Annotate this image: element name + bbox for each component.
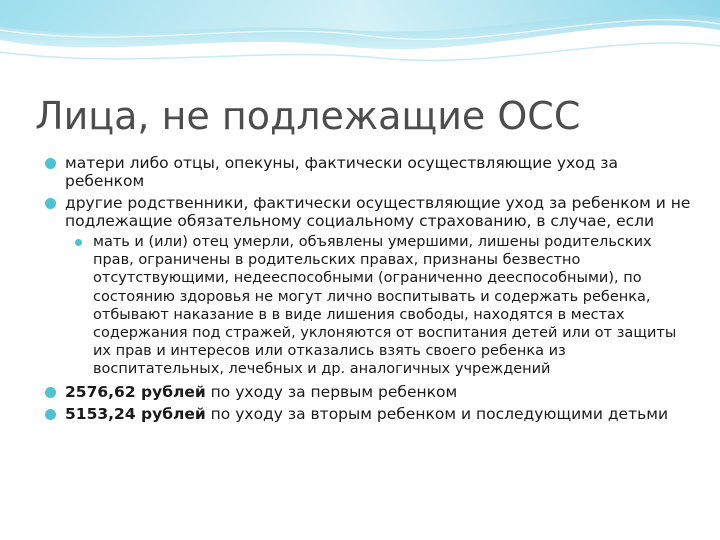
benefit-amount: 5153,24 рублей: [65, 404, 206, 423]
slide-title: Лица, не подлежащие ОСС: [35, 94, 581, 138]
bullet-icon: [45, 409, 56, 420]
header-wave-decoration: [0, 0, 720, 72]
bullet-icon: [45, 387, 56, 398]
list-item: [45, 405, 695, 423]
list-item: [45, 383, 695, 401]
sub-list-item: [65, 233, 695, 379]
bullet-icon: [45, 158, 56, 169]
list-item: [45, 154, 695, 190]
bullet-text: матери либо отцы, опекуны, фактически осуществляющие уход за ребенком: [65, 154, 619, 190]
bullet-text: по уходу за вторым ребенком и последующими детьми: [205, 404, 669, 423]
list-item: [45, 194, 695, 379]
sub-bullet-text: мать и (или) отец умерли, объявлены умершими, лишены родительских прав, ограничены в родительских правах, признаны безвестно отсутствующими, недееспособными (ограниченно дееспособными), по состоянию здоровья не могут лично воспитывать и содержать ребенка, отбывают наказание в в виде лишения свободы, находятся в местах содержания под стражей, уклоняются от воспитания детей или от защиты их прав и интересов или отказались взять своего ребенка из воспитательных, лечебных и др. аналогичных учреждений: [93, 234, 677, 378]
sub-list: [65, 233, 695, 379]
sub-bullet-icon: [75, 239, 82, 246]
bullet-text: по уходу за первым ребенком: [205, 382, 458, 401]
bullet-text: другие родственники, фактически осуществляющие уход за ребенком и не подлежащие обязательному социальному страхованию, в случае, если: [65, 194, 691, 230]
benefit-amount: 2576,62 рублей: [65, 382, 206, 401]
bullet-list: [45, 154, 695, 427]
bullet-icon: [45, 198, 56, 209]
